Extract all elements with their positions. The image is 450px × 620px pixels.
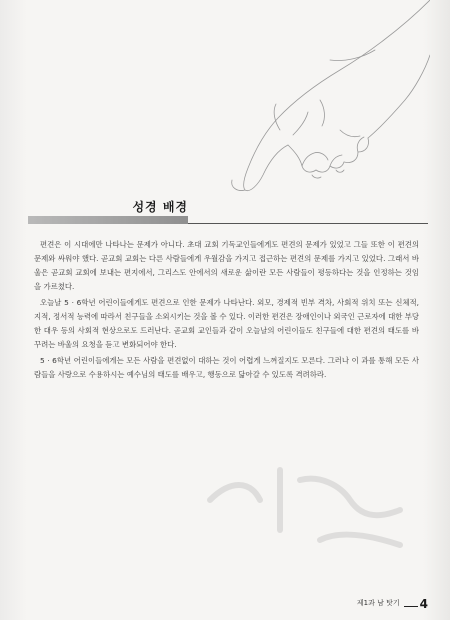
- section-title: 성경 배경: [132, 200, 188, 214]
- faint-background-illustration: [200, 440, 420, 570]
- section-title-bar: [28, 216, 188, 224]
- paragraph-1: 편견은 이 시대에만 나타나는 문제가 아니다. 초대 교회 기독교인들에게도 편견의 문제가 있었고 그들 또한 이 편견의 문제와 싸워야 했다. 곧교회 교회는 다른 사람들에게 우월감을 가지고 접근하는 편견의 문제를 가지고 있었다. 그래서 바울은 곧교회 교회에 보내는 편지에서, 그리스도 안에서의 새로운 삶이란 모든 사람들이 평등하다는 것을 인정하는 것임을 가르쳤다.: [34, 240, 419, 291]
- paragraph-3: 5 · 6학년 어린이들에게는 모든 사람을 편견없이 대하는 것이 어렵게 느껴질지도 모른다. 그러나 이 과를 통해 모든 사람들을 사랑으로 수용하시는 예수님의 태도를 배우고, 행동으로 닮아갈 수 있도록 격려하라.: [34, 356, 419, 379]
- section-divider-line: [188, 223, 428, 224]
- section-header: [28, 198, 428, 228]
- paragraph-2: 오늘날 5 · 6학년 어린이들에게도 편견으로 인한 문제가 나타난다. 외모, 경제적 빈부 격차, 사회적 위치 또는 신체적, 지적, 정서적 능력에 따라서 친구들을 소외시키는 것을 볼 수 있다. 이러한 편견은 장애인이나 외국인 근로자에 대한 부당한 대우 등의 사회적 현상으로도 드러난다. 곧교회 교인들과 같이 오늘날의 어린이들도 친구들에 대한 편견의 태도를 바꾸려는 바울의 요청을 듣고 변화되어야 한다.: [34, 298, 419, 349]
- page-number: 4: [419, 597, 428, 611]
- footer-rule: [404, 606, 418, 607]
- page-footer: [357, 594, 428, 610]
- footer-lesson-label: 제1과 남 탓기: [356, 599, 400, 607]
- body-text: [34, 238, 419, 384]
- hand-illustration: [130, 0, 430, 200]
